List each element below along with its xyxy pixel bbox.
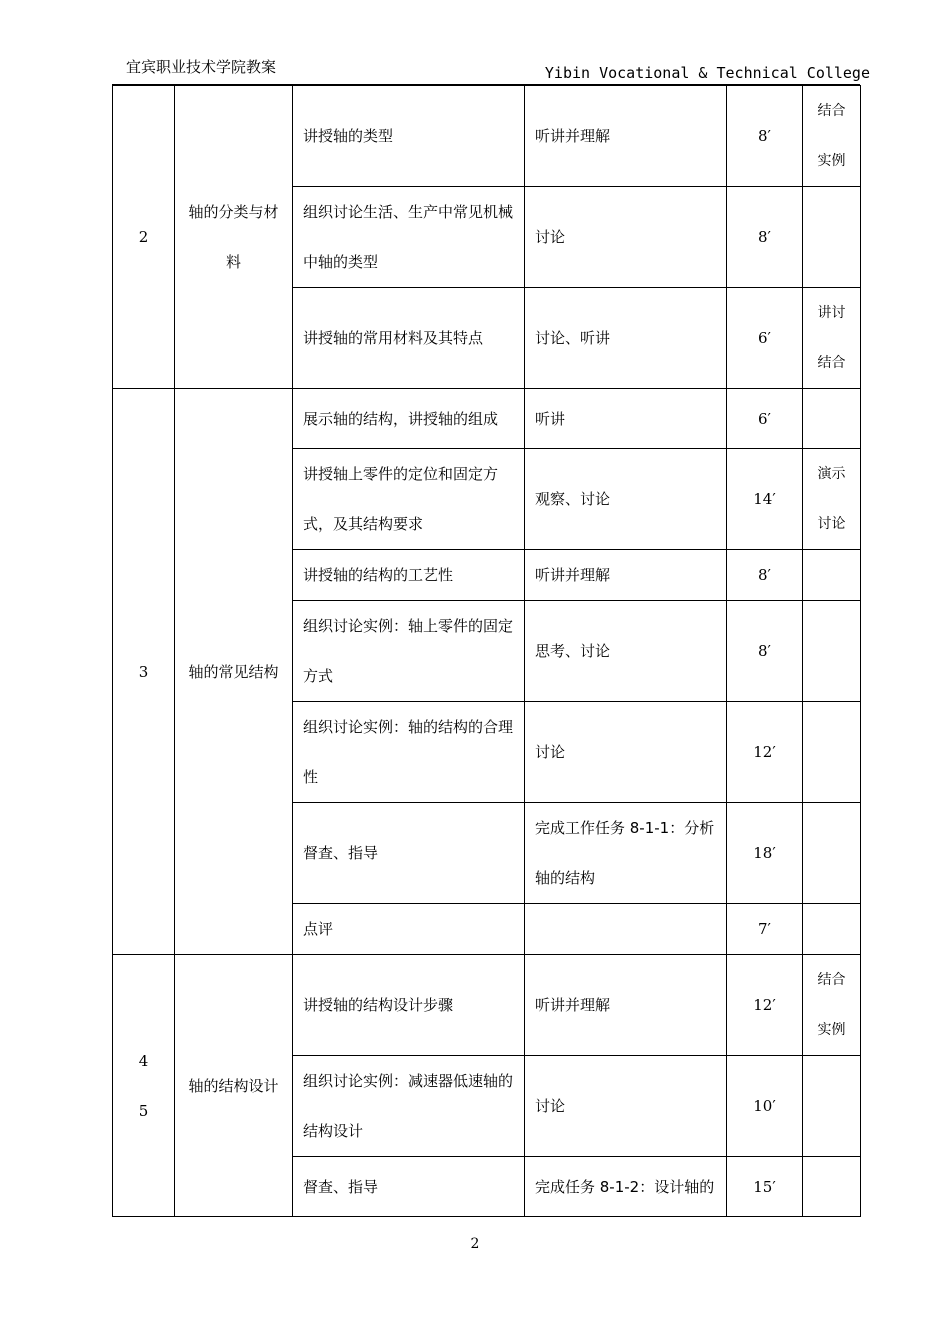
time-allocation: 6′ (727, 288, 803, 389)
student-activity: 听讲并理解 (525, 955, 727, 1056)
time-allocation: 15′ (727, 1157, 803, 1217)
remark (803, 187, 861, 288)
remark (803, 1157, 861, 1217)
activity-content: 督查、指导 (293, 1157, 525, 1217)
activity-content: 讲授轴的类型 (293, 86, 525, 187)
student-activity (525, 904, 727, 955)
section-number: 4 5 (113, 955, 175, 1217)
remark (803, 904, 861, 955)
activity-content: 组织讨论实例：轴上零件的固定方式 (293, 601, 525, 702)
section-topic: 轴的结构设计 (175, 955, 293, 1217)
activity-content: 点评 (293, 904, 525, 955)
activity-content: 展示轴的结构，讲授轴的组成 (293, 389, 525, 449)
student-activity: 观察、讨论 (525, 449, 727, 550)
section-number: 2 (113, 86, 175, 389)
student-activity: 思考、讨论 (525, 601, 727, 702)
header-right-title: Yibin Vocational & Technical College (544, 64, 870, 82)
page-number: 2 (470, 1236, 480, 1252)
time-allocation: 12′ (727, 955, 803, 1056)
time-allocation: 14′ (727, 449, 803, 550)
header-left-title: 宜宾职业技术学院教案 (126, 58, 277, 76)
activity-content: 讲授轴的结构的工艺性 (293, 550, 525, 601)
student-activity: 完成工作任务 8-1-1：分析轴的结构 (525, 803, 727, 904)
activity-content: 讲授轴的结构设计步骤 (293, 955, 525, 1056)
student-activity: 听讲 (525, 389, 727, 449)
section-topic: 轴的分类与材料 (175, 86, 293, 389)
remark: 演示讨论 (803, 449, 861, 550)
time-allocation: 8′ (727, 86, 803, 187)
time-allocation: 8′ (727, 601, 803, 702)
remark (803, 389, 861, 449)
student-activity: 听讲并理解 (525, 550, 727, 601)
activity-content: 讲授轴的常用材料及其特点 (293, 288, 525, 389)
remark (803, 803, 861, 904)
lesson-plan-table (112, 85, 861, 1217)
student-activity: 完成任务 8-1-2：设计轴的 (525, 1157, 727, 1217)
remark: 结合实例 (803, 955, 861, 1056)
student-activity: 听讲并理解 (525, 86, 727, 187)
section-topic: 轴的常见结构 (175, 389, 293, 955)
table-row (113, 389, 861, 449)
remark (803, 601, 861, 702)
remark: 结合实例 (803, 86, 861, 187)
activity-content: 督查、指导 (293, 803, 525, 904)
time-allocation: 18′ (727, 803, 803, 904)
student-activity: 讨论、听讲 (525, 288, 727, 389)
remark: 讲讨结合 (803, 288, 861, 389)
activity-content: 讲授轴上零件的定位和固定方式，及其结构要求 (293, 449, 525, 550)
time-allocation: 10′ (727, 1056, 803, 1157)
student-activity: 讨论 (525, 187, 727, 288)
time-allocation: 12′ (727, 702, 803, 803)
remark (803, 550, 861, 601)
section-number: 3 (113, 389, 175, 955)
table-row (113, 86, 861, 187)
student-activity: 讨论 (525, 1056, 727, 1157)
student-activity: 讨论 (525, 702, 727, 803)
activity-content: 组织讨论生活、生产中常见机械中轴的类型 (293, 187, 525, 288)
remark (803, 1056, 861, 1157)
remark (803, 702, 861, 803)
time-allocation: 7′ (727, 904, 803, 955)
time-allocation: 8′ (727, 187, 803, 288)
time-allocation: 8′ (727, 550, 803, 601)
activity-content: 组织讨论实例：减速器低速轴的结构设计 (293, 1056, 525, 1157)
table-row (113, 955, 861, 1056)
activity-content: 组织讨论实例：轴的结构的合理性 (293, 702, 525, 803)
time-allocation: 6′ (727, 389, 803, 449)
